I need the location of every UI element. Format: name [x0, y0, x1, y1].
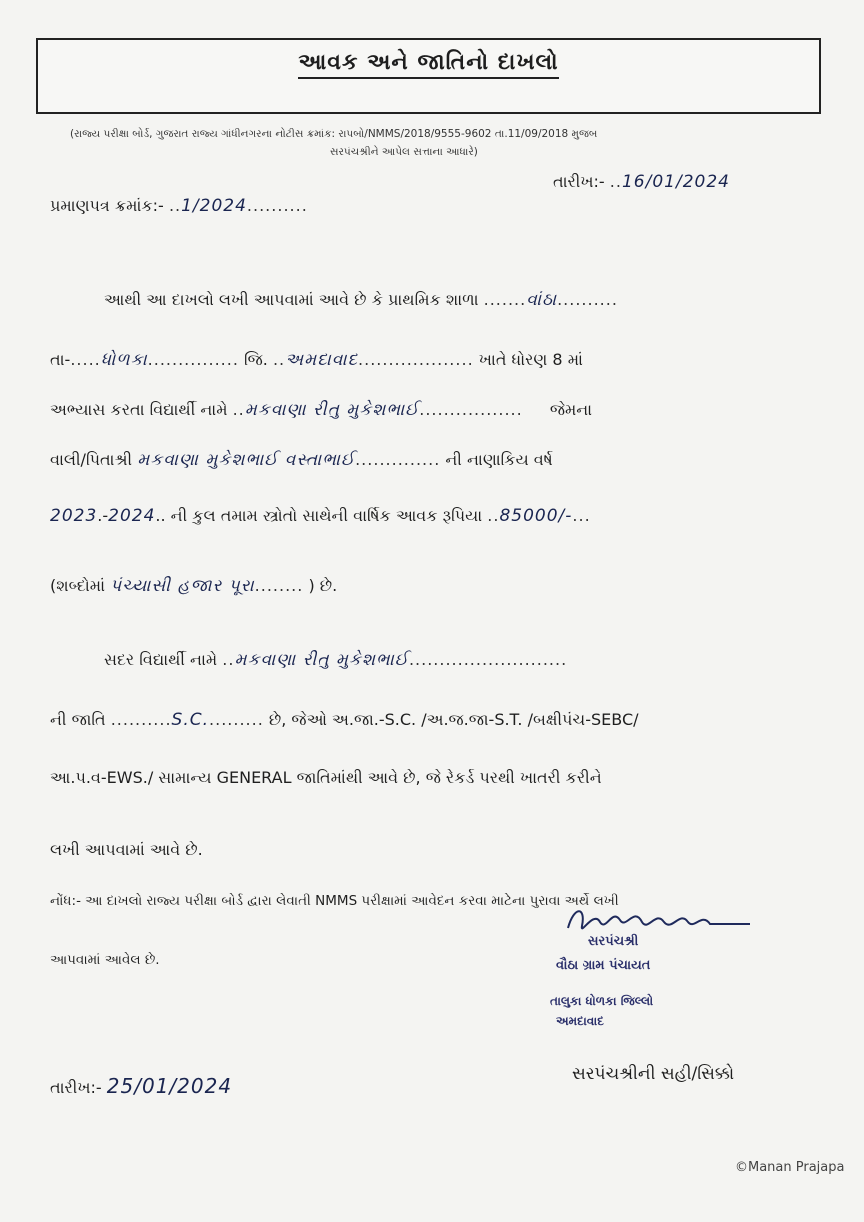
note-line-1: નોંધ:- આ દાખલો રાજ્ય પરીક્ષા બોર્ડ દ્વારા લેવાતી NMMS પરીક્ષામાં આવેદન કરવા માટેના પુરાવા અર્થે લખી: [50, 893, 619, 909]
student-prefix: અભ્યાસ કરતા વિદ્યાર્થી નામે: [50, 400, 228, 419]
district-label: જિ.: [244, 350, 268, 369]
closing-line: લખી આપવામાં આવે છે.: [50, 840, 203, 859]
certificate-number-value: 1/2024: [181, 196, 247, 216]
paragraph-intro-text: આથી આ દાખલો લખી આપવામાં આવે છે કે પ્રાથમિક શાળા: [104, 290, 479, 309]
sadar-student-name: મકવાણા રીતુ મુકેશભાઈ: [234, 650, 409, 670]
reference-line-2: સરપંચશ્રીને આપેલ સત્તાના આધારે): [330, 146, 478, 158]
title-box: [36, 38, 821, 114]
year-from: 2023: [50, 506, 98, 526]
parent-name: મકવાણા મુકેશભાઈ વસ્તાભાઈ: [137, 450, 356, 470]
student-row: અભ્યાસ કરતા વિદ્યાર્થી નામે ..મકવાણા રીતુ મુકેશભાઈ................. જેમના: [50, 400, 593, 420]
financial-year-text: ની નાણાકિય વર્ષ: [445, 450, 553, 469]
signature-label: સરપંચશ્રીની સહી/સિક્કો: [572, 1064, 735, 1084]
caste-value: S.C.: [171, 710, 210, 730]
taluka-label: તા-: [50, 350, 71, 369]
school-name: વાંઠા: [526, 290, 558, 310]
sadar-student-row: સદર વિદ્યાર્થી નામે ..મકવાણા રીતુ મુકેશભાઈ..........................: [104, 650, 568, 670]
words-label: (શબ્દોમાં: [50, 576, 105, 595]
sadar-label: સદર વિદ્યાર્થી નામે: [104, 650, 218, 669]
caste-options: છે, જેઓ અ.જા.-S.C. /અ.જ.જા-S.T. /બક્ષીપંચ-SEBC/: [268, 710, 639, 729]
footer-date-value: 25/01/2024: [106, 1074, 233, 1098]
income-words-row: (શબ્દોમાં પંચ્યાસી હજાર પૂરા........ ) છે.: [50, 576, 338, 596]
income-words: પંચ્યાસી હજાર પૂરા: [110, 576, 255, 596]
ews-line: આ.પ.વ-EWS./ સામાન્ય GENERAL જાતિમાંથી આવે છે, જે રેકર્ડ પરથી ખાતરી કરીને: [50, 768, 602, 787]
caste-row: ની જાતિ ..........S.C.......... છે, જેઓ અ.જા.-S.C. /અ.જ.જા-S.T. /બક્ષીપંચ-SEBC/: [50, 710, 639, 730]
note-line-2: આપવામાં આવેલ છે.: [50, 952, 160, 968]
standard-text: ખાતે ધોરણ 8 માં: [478, 350, 583, 369]
student-name: મકવાણા રીતુ મુકેશભાઈ: [244, 400, 420, 420]
certificate-date-row: તારીખ:- ..16/01/2024: [553, 172, 730, 192]
certificate-date-value: 16/01/2024: [621, 172, 730, 192]
stamp-line-4: અમદાવાદ: [556, 1014, 604, 1028]
paragraph-school-row: આથી આ દાખલો લખી આપવામાં આવે છે કે પ્રાથમિક શાળા .......વાંઠા..........: [104, 290, 618, 310]
reference-line-1: (રાજ્ય પરીક્ષા બોર્ડ, ગુજરાત રાજ્ય ગાંધીનગરના નોટીસ ક્રમાંક: રાપબો/NMMS/2018/9555-9602 તા.11/09/2018 મુજબ: [70, 128, 598, 140]
certificate-date-label: તારીખ:-: [553, 172, 605, 191]
footer-date-row: [50, 1074, 232, 1098]
certificate-number-label: પ્રમાણપત્ર ક્રમાંક:-: [50, 196, 164, 215]
district-value: અમદાવાદ: [285, 350, 359, 370]
income-row: 2023.-2024.. ની કુલ તમામ સ્ત્રોતો સાથેની વાર્ષિક આવક રૂપિયા ..85000/-...: [50, 506, 591, 526]
document-title: આવક અને જાતિનો દાખલો: [38, 50, 819, 75]
certificate-number-row: પ્રમાણપત્ર ક્રમાંક:- ..1/2024..........: [50, 196, 308, 216]
year-to: 2024: [108, 506, 156, 526]
stamp-line-1: સરપંચશ્રી: [588, 934, 639, 949]
footer-date-label: તારીખ:-: [50, 1078, 102, 1097]
words-suffix: ) છે.: [308, 576, 338, 595]
taluka-district-row: તા-.....ધોળકા............... જિ. ..અમદાવાદ................... ખાતે ધોરણ 8 માં: [50, 350, 583, 370]
jemna-text: જેમના: [549, 400, 593, 419]
watermark: ©Manan Prajapa: [735, 1160, 845, 1175]
taluka-value: ધોળકા: [100, 350, 148, 370]
income-text: ની કુલ તમામ સ્ત્રોતો સાથેની વાર્ષિક આવક રૂપિયા: [170, 506, 483, 525]
caste-label: ની જાતિ: [50, 710, 106, 729]
parent-label: વાલી/પિતાશ્રી: [50, 450, 133, 469]
stamp-line-3: તાલુકા ધોળકા જિલ્લો: [550, 994, 654, 1008]
stamp-line-2: વૌઠા ગ્રામ પંચાયત: [556, 958, 651, 973]
income-value: 85000/-: [499, 506, 573, 526]
parent-row: વાલી/પિતાશ્રી મકવાણા મુકેશભાઈ વસ્તાભાઈ.............. ની નાણાકિય વર્ષ: [50, 450, 553, 470]
